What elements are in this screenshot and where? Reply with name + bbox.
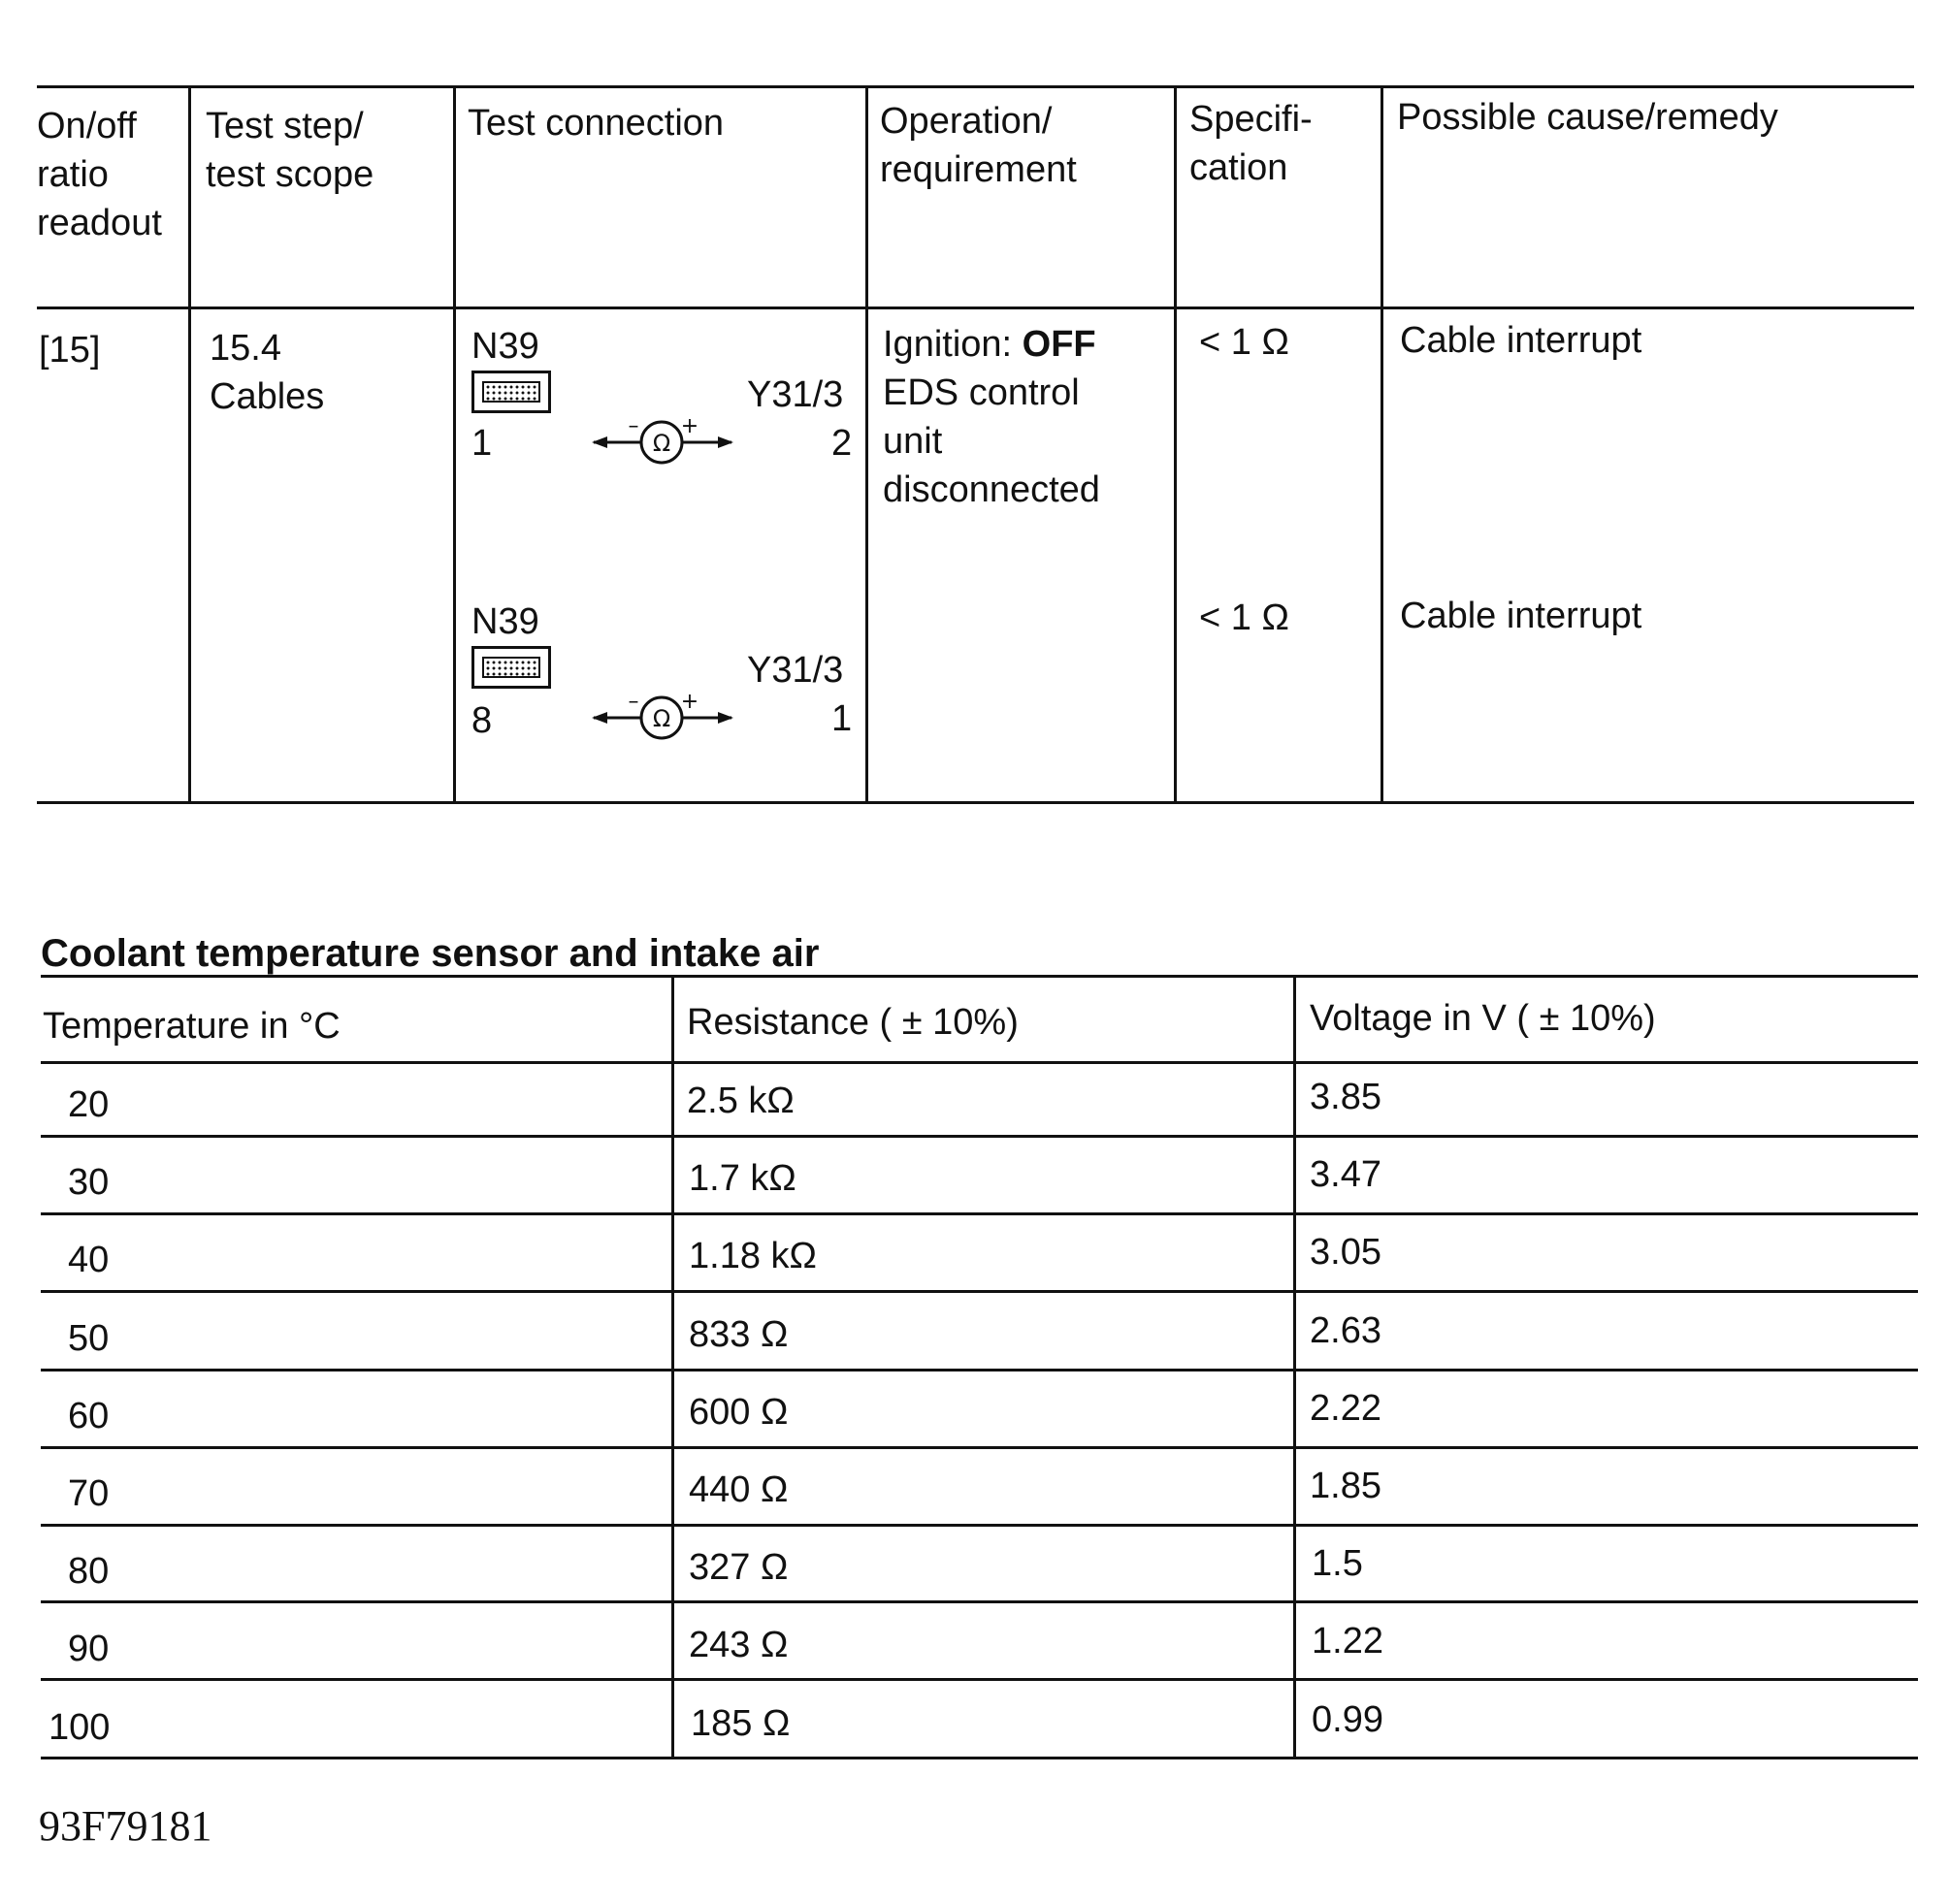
header-operation: Operation/ requirement: [880, 101, 1077, 190]
temperature-cell: 80: [68, 1551, 110, 1592]
table-bottom-rule: [41, 1757, 1918, 1759]
possible-cause-2: Cable interrupt: [1400, 596, 1642, 636]
row-rule: [41, 1135, 1918, 1138]
to-pin: 1: [831, 698, 853, 739]
connector-block-icon: [471, 646, 551, 689]
temperature-cell: 90: [68, 1629, 110, 1669]
svg-text:–: –: [628, 419, 639, 438]
to-component: Y31/3: [747, 650, 844, 691]
resistance-cell: 1.7 kΩ: [689, 1158, 796, 1199]
voltage-cell: 2.63: [1310, 1310, 1381, 1351]
row-rule: [41, 1212, 1918, 1215]
column-divider: [1381, 85, 1383, 804]
temperature-cell: 100: [49, 1707, 111, 1748]
connector-block-icon: [471, 371, 551, 413]
column-divider: [453, 85, 456, 804]
column-divider: [1293, 975, 1296, 1759]
header-voltage: Voltage in V ( ± 10%): [1310, 998, 1656, 1039]
table-top-rule: [41, 975, 1918, 978]
document-code: 93F79181: [39, 1802, 212, 1850]
ohmmeter-icon: [590, 694, 735, 743]
header-bottom-rule: [41, 1061, 1918, 1064]
column-divider: [188, 85, 191, 804]
header-temperature: Temperature in °C: [43, 1006, 341, 1047]
from-component: N39: [471, 326, 539, 367]
operation-prefix: Ignition:: [883, 324, 1023, 365]
column-divider: [1174, 85, 1177, 804]
voltage-cell: 1.85: [1310, 1466, 1381, 1506]
resistance-cell: 833 Ω: [689, 1314, 789, 1355]
header-resistance: Resistance ( ± 10%): [687, 1002, 1019, 1043]
svg-text:Ω: Ω: [652, 430, 671, 457]
svg-text:+: +: [680, 419, 699, 438]
resistance-cell: 1.18 kΩ: [689, 1236, 817, 1276]
step-number: 15.4: [210, 328, 281, 369]
row-rule: [41, 1600, 1918, 1603]
from-pin: 8: [471, 700, 493, 741]
row-rule: [41, 1369, 1918, 1372]
table-bottom-rule: [37, 801, 1914, 804]
readout-value: [15]: [39, 330, 101, 371]
row-rule: [41, 1290, 1918, 1293]
resistance-cell: 600 Ω: [689, 1392, 789, 1433]
specification-1: < 1 Ω: [1199, 322, 1289, 363]
to-component: Y31/3: [747, 374, 844, 415]
header-specification: Specifi- cation: [1189, 99, 1313, 188]
svg-text:Ω: Ω: [652, 705, 671, 732]
header-readout: On/off ratio readout: [37, 106, 162, 243]
column-divider: [671, 975, 674, 1759]
voltage-cell: 2.22: [1310, 1388, 1381, 1429]
header-possible-cause: Possible cause/remedy: [1397, 97, 1778, 138]
row-rule: [41, 1524, 1918, 1527]
possible-cause-1: Cable interrupt: [1400, 320, 1642, 361]
temperature-cell: 20: [68, 1084, 110, 1125]
temperature-cell: 60: [68, 1396, 110, 1436]
voltage-cell: 1.22: [1312, 1621, 1383, 1662]
resistance-cell: 185 Ω: [691, 1703, 791, 1744]
table-top-rule: [37, 85, 1914, 88]
voltage-cell: 3.05: [1310, 1232, 1381, 1273]
resistance-cell: 243 Ω: [689, 1625, 789, 1665]
operation-text: Ignition: OFF EDS control unit disconnected: [883, 324, 1100, 510]
temperature-cell: 30: [68, 1162, 110, 1203]
voltage-cell: 3.47: [1310, 1154, 1381, 1195]
header-test-step: Test step/ test scope: [206, 106, 374, 195]
specification-2: < 1 Ω: [1199, 597, 1289, 638]
svg-text:+: +: [680, 694, 699, 714]
step-scope: Cables: [210, 376, 325, 417]
resistance-cell: 440 Ω: [689, 1469, 789, 1510]
voltage-cell: 1.5: [1312, 1543, 1363, 1584]
to-pin: 2: [831, 423, 853, 464]
ohmmeter-icon: [590, 419, 735, 468]
resistance-cell: 2.5 kΩ: [687, 1081, 795, 1121]
row-rule: [41, 1678, 1918, 1681]
operation-bold: OFF: [1022, 324, 1096, 365]
from-component: N39: [471, 601, 539, 642]
sensor-table-title: Coolant temperature sensor and intake air: [41, 932, 820, 975]
header-test-connection: Test connection: [468, 103, 725, 144]
row-rule: [41, 1446, 1918, 1449]
svg-text:–: –: [628, 694, 639, 714]
temperature-cell: 50: [68, 1318, 110, 1359]
temperature-cell: 70: [68, 1473, 110, 1514]
header-bottom-rule: [37, 307, 1914, 309]
from-pin: 1: [471, 423, 493, 464]
voltage-cell: 3.85: [1310, 1077, 1381, 1117]
resistance-cell: 327 Ω: [689, 1547, 789, 1588]
temperature-cell: 40: [68, 1240, 110, 1280]
column-divider: [865, 85, 868, 804]
voltage-cell: 0.99: [1312, 1699, 1383, 1740]
